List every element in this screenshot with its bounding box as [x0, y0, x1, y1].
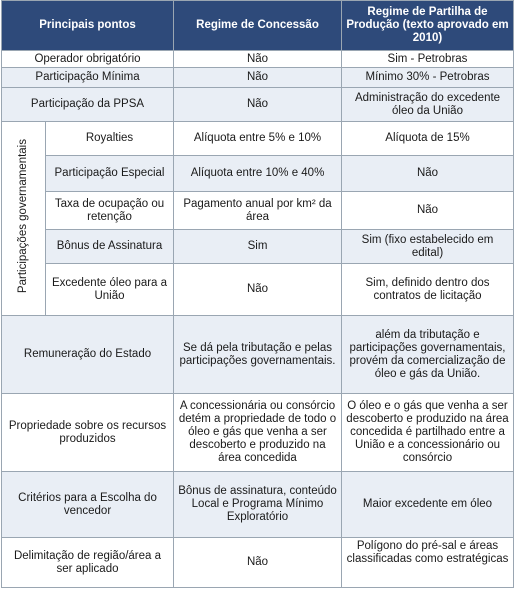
concessao-value: Não: [174, 538, 342, 588]
concessao-value: Bônus de assinatura, conteúdo Local e Programa Mínimo Exploratório: [174, 472, 342, 538]
concessao-value: Se dá pela tributação e pelas participações governamentais.: [174, 316, 342, 394]
row-label: Operador obrigatório: [2, 51, 174, 68]
partilha-value: além da tributação e participações governamentais, provém da comercialização de óleo e gás da União.: [342, 316, 514, 394]
partilha-value: Sim - Petrobras: [342, 51, 514, 68]
partilha-value: Não: [342, 192, 514, 230]
partilha-value: Mínimo 30% - Petrobras: [342, 68, 514, 88]
table-row-propriedade: [2, 394, 514, 472]
table-row-participacao-ppsa: [2, 88, 514, 122]
row-label: Participação Especial: [46, 156, 174, 192]
partilha-value: Sim (fixo estabelecido em edital): [342, 230, 514, 264]
concessao-value: Pagamento anual por km² da área: [174, 192, 342, 230]
row-label: Propriedade sobre os recursos produzidos: [2, 394, 174, 472]
partilha-value: Não: [342, 156, 514, 192]
partilha-value: O óleo e o gás que venha a ser descoberto e produzido na área concedida é partilhado entre a União e a concessionário ou consórcio: [342, 394, 514, 472]
table-row-taxa-ocupacao: [2, 192, 514, 230]
row-label: Critérios para a Escolha do vencedor: [2, 472, 174, 538]
table-row-excedente: [2, 264, 514, 316]
concessao-value: Não: [174, 51, 342, 68]
row-label: Bônus de Assinatura: [46, 230, 174, 264]
row-label: Remuneração do Estado: [2, 316, 174, 394]
header-regime-concessao: Regime de Concessão: [174, 1, 342, 51]
table-row-remuneracao: [2, 316, 514, 394]
concessao-value: Não: [174, 68, 342, 88]
table-row-royalties: [2, 122, 514, 156]
partilha-value: Maior excedente em óleo: [342, 472, 514, 538]
row-label: Participação da PPSA: [2, 88, 174, 122]
table-row-operador: [2, 51, 514, 68]
row-label: Taxa de ocupação ou retenção: [46, 192, 174, 230]
header-regime-partilha: Regime de Partilha de Produção (texto aprovado em 2010): [342, 1, 514, 51]
header-principais-pontos: Principais pontos: [2, 1, 174, 51]
concessao-value: Não: [174, 88, 342, 122]
concessao-value: Alíquota entre 10% e 40%: [174, 156, 342, 192]
table-row-criterios: [2, 472, 514, 538]
partilha-value: Alíquota de 15%: [342, 122, 514, 156]
concessao-value: Sim: [174, 230, 342, 264]
partilha-value: Administração do excedente óleo da União: [342, 88, 514, 122]
group-label: Participações governamentais: [17, 139, 29, 294]
table-row-delimitacao: [2, 538, 514, 588]
partilha-value: Sim, definido dentro dos contratos de licitação: [342, 264, 514, 316]
group-label-cell: [2, 122, 46, 316]
concessao-value: A concessionária ou consórcio detém a propriedade de todo o óleo e gás que venha a ser descoberto e produzido na área concedida: [174, 394, 342, 472]
row-label: Excedente óleo para a União: [46, 264, 174, 316]
table-row-bonus-assinatura: [2, 230, 514, 264]
comparison-table: [1, 0, 514, 588]
header-row: [2, 1, 514, 51]
row-label: Royalties: [46, 122, 174, 156]
row-label: Delimitação de região/área a ser aplicado: [2, 538, 174, 588]
table-row-participacao-minima: [2, 68, 514, 88]
partilha-value: Polígono do pré-sal e áreas classificadas como estratégicas: [342, 538, 514, 588]
concessao-value: Não: [174, 264, 342, 316]
row-label: Participação Mínima: [2, 68, 174, 88]
table-row-participacao-especial: [2, 156, 514, 192]
concessao-value: Alíquota entre 5% e 10%: [174, 122, 342, 156]
